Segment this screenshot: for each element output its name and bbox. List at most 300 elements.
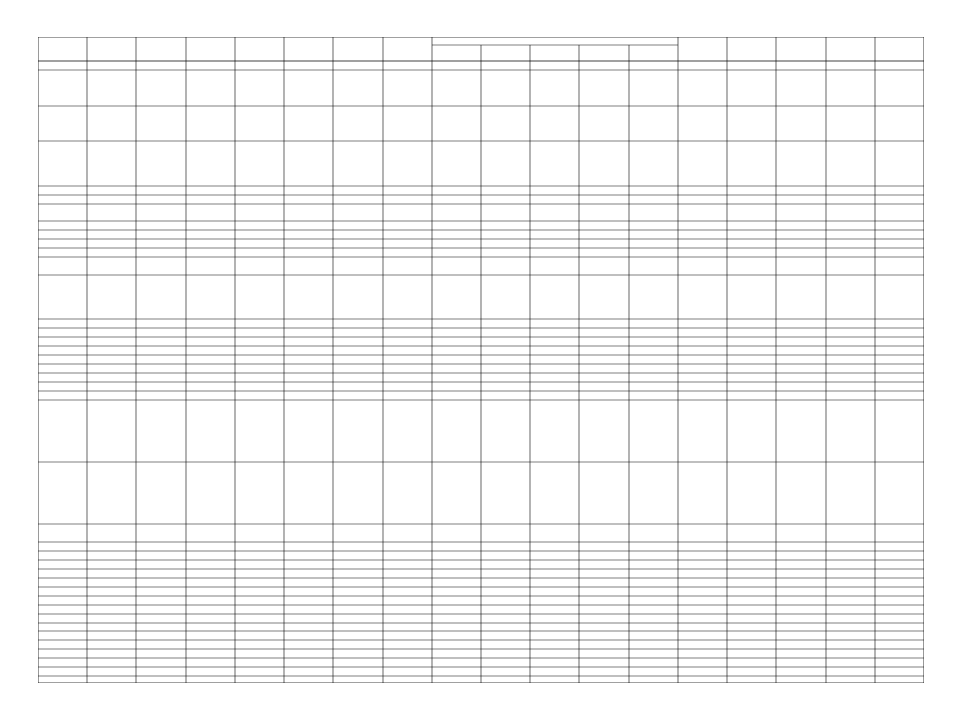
table-cell xyxy=(826,221,875,230)
table-cell xyxy=(383,391,432,400)
table-cell xyxy=(235,328,284,337)
table-cell xyxy=(333,364,383,373)
table-cell xyxy=(481,596,530,605)
table-cell xyxy=(432,551,481,560)
table-cell xyxy=(284,239,333,248)
table-cell xyxy=(530,587,579,596)
table-cell xyxy=(727,658,776,667)
table-cell xyxy=(579,239,629,248)
table-cell xyxy=(530,400,579,462)
table-cell xyxy=(136,614,186,623)
table-cell xyxy=(432,391,481,400)
table-cell xyxy=(186,623,235,631)
table-cell xyxy=(629,623,678,631)
table-cell xyxy=(579,631,629,640)
table-cell xyxy=(678,61,727,70)
table-cell xyxy=(481,70,530,106)
table-cell xyxy=(579,560,629,569)
table-cell xyxy=(432,667,481,676)
table-cell xyxy=(579,346,629,355)
table-cell xyxy=(875,61,924,70)
table-cell xyxy=(432,614,481,623)
table-cell xyxy=(826,462,875,524)
table-cell xyxy=(284,355,333,364)
table-cell xyxy=(826,578,875,587)
table-cell xyxy=(383,346,432,355)
table-cell xyxy=(38,195,87,204)
column-header xyxy=(432,45,481,61)
table-cell xyxy=(579,391,629,400)
table-cell xyxy=(579,275,629,319)
table-cell xyxy=(875,391,924,400)
table-cell xyxy=(284,640,333,649)
table-cell xyxy=(186,400,235,462)
table-cell xyxy=(284,248,333,257)
table-cell xyxy=(432,204,481,221)
table-cell xyxy=(826,569,875,578)
table-cell xyxy=(776,186,826,195)
table-cell xyxy=(38,551,87,560)
table-cell xyxy=(678,141,727,186)
table-cell xyxy=(136,355,186,364)
table-cell xyxy=(383,275,432,319)
table-cell xyxy=(629,230,678,239)
table-cell xyxy=(383,230,432,239)
table-cell xyxy=(38,631,87,640)
table-cell xyxy=(826,623,875,631)
table-cell xyxy=(333,248,383,257)
table-cell xyxy=(186,141,235,186)
table-cell xyxy=(875,596,924,605)
table-cell xyxy=(727,569,776,578)
table-cell xyxy=(481,346,530,355)
table-cell xyxy=(432,195,481,204)
table-cell xyxy=(136,382,186,391)
table-cell xyxy=(87,364,136,373)
table-cell xyxy=(235,551,284,560)
table-cell xyxy=(284,382,333,391)
table-cell xyxy=(481,462,530,524)
column-header xyxy=(481,45,530,61)
table-cell xyxy=(432,239,481,248)
table-cell xyxy=(284,391,333,400)
table-cell xyxy=(333,275,383,319)
table-cell xyxy=(284,614,333,623)
table-cell xyxy=(875,614,924,623)
table-cell xyxy=(826,391,875,400)
totals-cell xyxy=(826,676,875,683)
table-cell xyxy=(481,623,530,631)
column-header xyxy=(136,45,186,61)
column-header xyxy=(530,45,579,61)
table-cell xyxy=(678,614,727,623)
table-cell xyxy=(38,596,87,605)
table-cell xyxy=(284,578,333,587)
table-cell xyxy=(727,391,776,400)
table-cell xyxy=(186,186,235,195)
table-cell xyxy=(481,382,530,391)
table-cell xyxy=(38,382,87,391)
table-cell xyxy=(875,230,924,239)
table-cell xyxy=(776,337,826,346)
table-cell xyxy=(875,364,924,373)
table-cell xyxy=(481,569,530,578)
table-cell xyxy=(432,560,481,569)
table-cell xyxy=(727,462,776,524)
table-cell xyxy=(776,364,826,373)
table-cell xyxy=(87,542,136,551)
table-cell xyxy=(383,319,432,328)
table-cell xyxy=(235,658,284,667)
table-cell xyxy=(727,70,776,106)
table-cell xyxy=(826,275,875,319)
table-cell xyxy=(432,569,481,578)
table-cell xyxy=(727,400,776,462)
table-cell xyxy=(235,257,284,275)
table-cell xyxy=(727,195,776,204)
table-cell xyxy=(727,640,776,649)
table-cell xyxy=(727,382,776,391)
table-cell xyxy=(875,400,924,462)
table-cell xyxy=(875,106,924,141)
table-cell xyxy=(776,328,826,337)
table-cell xyxy=(776,596,826,605)
table-cell xyxy=(530,391,579,400)
table-cell xyxy=(579,257,629,275)
table-cell xyxy=(186,640,235,649)
table-cell xyxy=(727,61,776,70)
table-cell xyxy=(776,578,826,587)
totals-cell xyxy=(383,676,432,683)
table-cell xyxy=(235,204,284,221)
table-cell xyxy=(87,649,136,658)
table-cell xyxy=(87,560,136,569)
table-cell xyxy=(235,524,284,542)
table-cell xyxy=(87,141,136,186)
table-cell xyxy=(383,328,432,337)
table-cell xyxy=(629,596,678,605)
table-cell xyxy=(875,542,924,551)
table-cell xyxy=(678,551,727,560)
table-cell xyxy=(776,560,826,569)
group-header xyxy=(432,37,678,45)
table-cell xyxy=(284,605,333,614)
table-cell xyxy=(579,204,629,221)
table-cell xyxy=(235,631,284,640)
table-cell xyxy=(186,319,235,328)
table-cell xyxy=(432,248,481,257)
table-cell xyxy=(38,355,87,364)
table-cell xyxy=(383,221,432,230)
table-cell xyxy=(87,658,136,667)
table-cell xyxy=(776,391,826,400)
totals-cell xyxy=(186,676,235,683)
table-cell xyxy=(432,346,481,355)
table-cell xyxy=(284,524,333,542)
table-cell xyxy=(333,195,383,204)
table-cell xyxy=(776,667,826,676)
table-cell xyxy=(87,578,136,587)
column-header xyxy=(875,45,924,61)
table-cell xyxy=(727,542,776,551)
table-cell xyxy=(432,319,481,328)
table-cell xyxy=(38,239,87,248)
table-cell xyxy=(432,649,481,658)
table-cell xyxy=(186,239,235,248)
table-cell xyxy=(383,658,432,667)
table-cell xyxy=(333,230,383,239)
table-cell xyxy=(678,596,727,605)
table-cell xyxy=(678,400,727,462)
table-cell xyxy=(38,70,87,106)
table-cell xyxy=(235,373,284,382)
table-cell xyxy=(481,667,530,676)
table-cell xyxy=(530,204,579,221)
table-cell xyxy=(678,275,727,319)
table-cell xyxy=(333,373,383,382)
table-cell xyxy=(629,61,678,70)
table-cell xyxy=(136,337,186,346)
table-cell xyxy=(136,649,186,658)
table-cell xyxy=(629,640,678,649)
table-cell xyxy=(333,106,383,141)
column-header xyxy=(284,45,333,61)
table-cell xyxy=(579,319,629,328)
table-cell xyxy=(875,658,924,667)
table-cell xyxy=(87,328,136,337)
table-cell xyxy=(284,257,333,275)
table-cell xyxy=(87,275,136,319)
spreadsheet-table xyxy=(38,37,924,683)
table-cell xyxy=(284,337,333,346)
table-cell xyxy=(136,70,186,106)
table-cell xyxy=(579,596,629,605)
table-cell xyxy=(136,373,186,382)
table-cell xyxy=(776,257,826,275)
table-cell xyxy=(383,578,432,587)
table-cell xyxy=(235,70,284,106)
column-header xyxy=(776,45,826,61)
table-cell xyxy=(333,560,383,569)
table-cell xyxy=(432,605,481,614)
table-cell xyxy=(136,605,186,614)
table-cell xyxy=(629,614,678,623)
table-cell xyxy=(38,346,87,355)
table-cell xyxy=(678,248,727,257)
table-cell xyxy=(186,587,235,596)
table-cell xyxy=(678,195,727,204)
table-cell xyxy=(333,587,383,596)
table-cell xyxy=(826,605,875,614)
table-cell xyxy=(875,239,924,248)
table-cell xyxy=(826,61,875,70)
table-cell xyxy=(826,204,875,221)
table-cell xyxy=(530,337,579,346)
table-cell xyxy=(136,61,186,70)
table-cell xyxy=(87,337,136,346)
table-cell xyxy=(530,257,579,275)
table-cell xyxy=(826,186,875,195)
table-cell xyxy=(727,221,776,230)
table-cell xyxy=(432,373,481,382)
table-cell xyxy=(629,355,678,364)
table-cell xyxy=(776,382,826,391)
table-cell xyxy=(383,623,432,631)
table-cell xyxy=(87,462,136,524)
table-cell xyxy=(186,248,235,257)
table-cell xyxy=(284,186,333,195)
table-cell xyxy=(579,364,629,373)
table-cell xyxy=(481,230,530,239)
table-cell xyxy=(38,569,87,578)
table-cell xyxy=(579,569,629,578)
table-cell xyxy=(186,578,235,587)
table-cell xyxy=(727,257,776,275)
table-cell xyxy=(727,346,776,355)
table-cell xyxy=(629,346,678,355)
totals-cell xyxy=(235,676,284,683)
table-cell xyxy=(38,373,87,382)
table-cell xyxy=(186,337,235,346)
table-cell xyxy=(530,623,579,631)
table-cell xyxy=(38,364,87,373)
table-cell xyxy=(38,640,87,649)
table-cell xyxy=(383,337,432,346)
totals-cell xyxy=(579,676,629,683)
totals-cell xyxy=(530,676,579,683)
table-cell xyxy=(432,61,481,70)
table-cell xyxy=(776,462,826,524)
table-cell xyxy=(235,605,284,614)
table-cell xyxy=(235,667,284,676)
table-cell xyxy=(875,195,924,204)
table-cell xyxy=(530,355,579,364)
table-cell xyxy=(136,400,186,462)
table-cell xyxy=(727,551,776,560)
table-cell xyxy=(629,560,678,569)
table-cell xyxy=(875,275,924,319)
table-cell xyxy=(875,346,924,355)
table-cell xyxy=(629,667,678,676)
table-cell xyxy=(875,560,924,569)
table-cell xyxy=(727,319,776,328)
table-cell xyxy=(38,578,87,587)
table-cell xyxy=(186,631,235,640)
table-cell xyxy=(87,186,136,195)
table-cell xyxy=(186,204,235,221)
table-cell xyxy=(235,382,284,391)
column-header xyxy=(727,45,776,61)
table-cell xyxy=(87,631,136,640)
table-cell xyxy=(530,658,579,667)
table-cell xyxy=(629,462,678,524)
table-cell xyxy=(776,614,826,623)
table-cell xyxy=(579,382,629,391)
table-cell xyxy=(235,578,284,587)
table-cell xyxy=(284,106,333,141)
table-cell xyxy=(826,400,875,462)
table-cell xyxy=(875,248,924,257)
table-cell xyxy=(333,221,383,230)
table-cell xyxy=(284,667,333,676)
table-cell xyxy=(678,382,727,391)
table-cell xyxy=(826,373,875,382)
table-cell xyxy=(727,605,776,614)
table-cell xyxy=(333,346,383,355)
table-cell xyxy=(481,355,530,364)
table-cell xyxy=(727,204,776,221)
table-cell xyxy=(826,551,875,560)
table-cell xyxy=(235,560,284,569)
table-cell xyxy=(481,204,530,221)
table-cell xyxy=(87,373,136,382)
table-cell xyxy=(186,658,235,667)
table-cell xyxy=(284,658,333,667)
table-cell xyxy=(235,614,284,623)
table-cell xyxy=(579,542,629,551)
table-cell xyxy=(383,106,432,141)
table-cell xyxy=(530,364,579,373)
table-cell xyxy=(481,221,530,230)
table-cell xyxy=(530,605,579,614)
table-cell xyxy=(481,391,530,400)
table-cell xyxy=(579,587,629,596)
table-cell xyxy=(136,542,186,551)
table-cell xyxy=(38,204,87,221)
table-cell xyxy=(87,257,136,275)
column-header xyxy=(826,45,875,61)
table-cell xyxy=(481,542,530,551)
table-cell xyxy=(826,524,875,542)
table-cell xyxy=(432,355,481,364)
table-cell xyxy=(727,248,776,257)
table-cell xyxy=(776,623,826,631)
table-cell xyxy=(629,141,678,186)
table-cell xyxy=(235,640,284,649)
table-cell xyxy=(87,239,136,248)
table-cell xyxy=(333,382,383,391)
table-cell xyxy=(235,106,284,141)
table-cell xyxy=(333,61,383,70)
table-cell xyxy=(38,524,87,542)
table-cell xyxy=(875,578,924,587)
table-cell xyxy=(629,569,678,578)
table-cell xyxy=(284,204,333,221)
table-cell xyxy=(530,248,579,257)
table-cell xyxy=(776,221,826,230)
table-cell xyxy=(432,462,481,524)
table-cell xyxy=(432,230,481,239)
table-cell xyxy=(136,186,186,195)
table-cell xyxy=(727,623,776,631)
table-cell xyxy=(87,551,136,560)
table-cell xyxy=(383,204,432,221)
table-cell xyxy=(776,195,826,204)
table-cell xyxy=(235,542,284,551)
table-cell xyxy=(678,186,727,195)
table-cell xyxy=(235,186,284,195)
table-cell xyxy=(87,319,136,328)
table-cell xyxy=(678,658,727,667)
table-cell xyxy=(776,319,826,328)
table-cell xyxy=(333,462,383,524)
table-cell xyxy=(579,578,629,587)
table-cell xyxy=(186,275,235,319)
table-cell xyxy=(186,355,235,364)
table-cell xyxy=(333,391,383,400)
table-cell xyxy=(87,346,136,355)
table-cell xyxy=(235,569,284,578)
